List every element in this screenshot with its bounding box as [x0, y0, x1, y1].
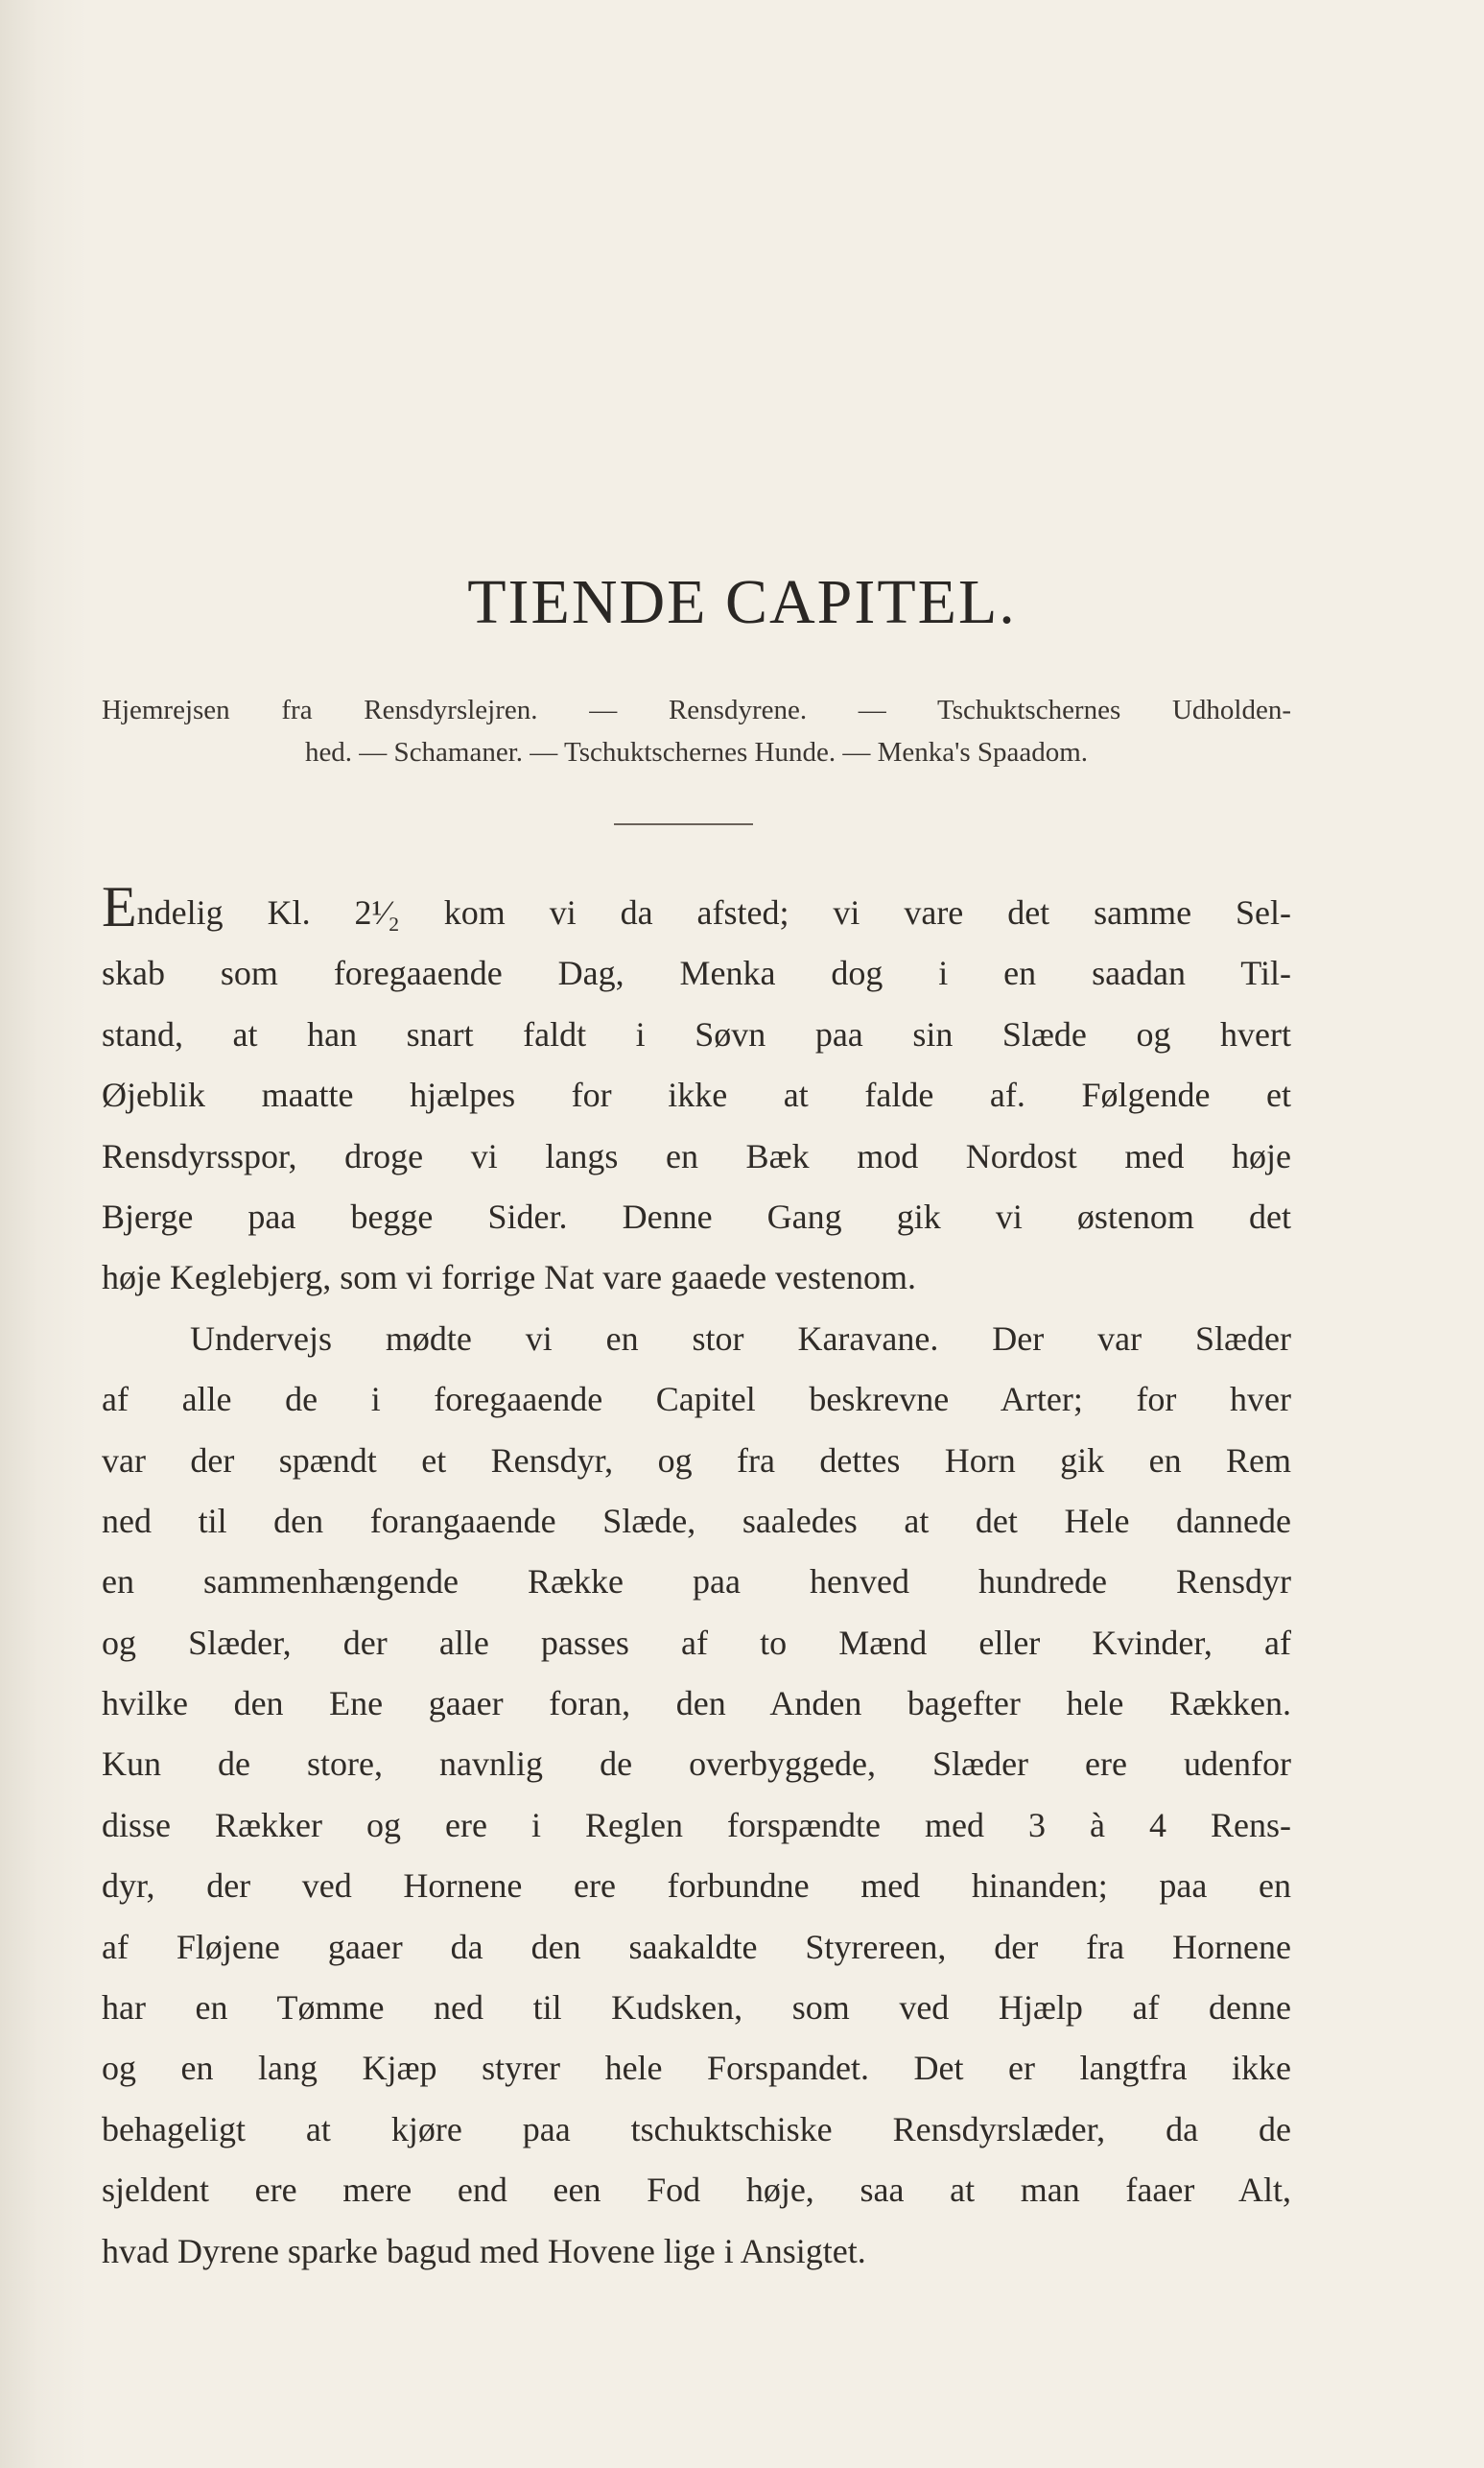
chapter-title: TIENDE CAPITEL. [467, 567, 1017, 637]
text-line: høje Keglebjerg, som vi forrige Nat vare gaaede vestenom. [102, 1258, 917, 1297]
text-line: af Fløjene gaaer da den saakaldte Styrereen, der fra Hornene [102, 1927, 1291, 1966]
text-line: sjeldent ere mere end een Fod høje, saa at man faaer Alt, [102, 2171, 1291, 2210]
text-line: skab som foregaaende Dag, Menka dog i en saadan Til- [102, 954, 1291, 993]
summary-line: Hjemrejsen fra Rensdyrslejren. — Rensdyrene. — Tschuktschernes Udholden- [102, 695, 1291, 725]
text-line: disse Rækker og ere i Reglen forspændte med 3 à 4 Rens- [102, 1805, 1291, 1844]
text-line: hvad Dyrene sparke bagud med Hovene lige i Ansigtet. [102, 2231, 866, 2270]
text-line: en sammenhængende Række paa henved hundrede Rensdyr [102, 1562, 1291, 1602]
text-line: var der spændt et Rensdyr, og fra dettes Horn gik en Rem [102, 1440, 1291, 1480]
text-line: dyr, der ved Hornene ere forbundne med hinanden; paa en [102, 1866, 1291, 1906]
chapter-summary [102, 689, 1291, 773]
body-text [102, 875, 1291, 2282]
text-line: stand, at han snart faldt i Søvn paa sin Slæde og hvert [102, 1014, 1291, 1054]
text-line: af alle de i foregaaende Capitel beskrevne Arter; for hver [102, 1380, 1291, 1419]
text-line: Kun de store, navnlig de overbyggede, Slæder ere udenfor [102, 1744, 1291, 1784]
text-line: Rensdyrsspor, droge vi langs en Bæk mod Nordost med høje [102, 1136, 1291, 1175]
text-line: Bjerge paa begge Sider. Denne Gang gik vi østenom det [102, 1197, 1291, 1236]
text-line: ned til den forangaaende Slæde, saaledes at det Hele dannede [102, 1501, 1291, 1540]
summary-line: hed. — Schamaner. — Tschuktschernes Hunde. — Menka's Spaadom. [304, 737, 1089, 768]
text-line: har en Tømme ned til Kudsken, som ved Hjælp af denne [102, 1988, 1291, 2028]
section-divider [614, 823, 753, 825]
text-line: behageligt at kjøre paa tschuktschiske Rensdyrslæder, da de [102, 2109, 1291, 2148]
text-line [102, 875, 1291, 943]
text-line: og Slæder, der alle passes af to Mænd eller Kvinder, af [102, 1623, 1291, 1662]
text-line: og en lang Kjæp styrer hele Forspandet. Det er langtfra ikke [102, 2049, 1291, 2088]
text-line: Undervejs mødte vi en stor Karavane. Der var Slæder [190, 1318, 1291, 1358]
text-line: hvilke den Ene gaaer foran, den Anden bagefter hele Rækken. [102, 1684, 1291, 1723]
drop-cap: E [102, 875, 137, 938]
first-line-text: ndelig Kl. 2¹⁄₂ kom vi da afsted; vi vare det samme Sel- [136, 893, 1291, 932]
text-line: Øjeblik maatte hjælpes for ikke at falde af. Følgende et [102, 1076, 1291, 1115]
